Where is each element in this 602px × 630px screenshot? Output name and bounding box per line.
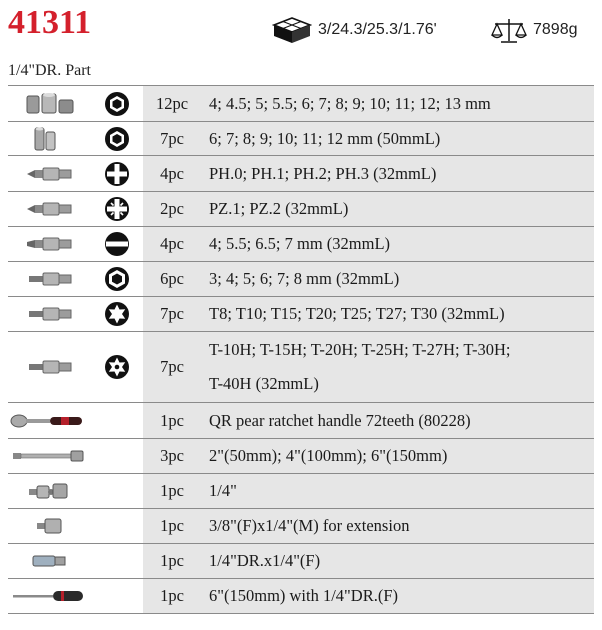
table-row <box>8 509 594 544</box>
box-icon <box>272 15 312 45</box>
desc-cell: 6"(150mm) with 1/4"DR.(F) <box>201 579 594 614</box>
section-subtitle: 1/4"DR. Part <box>8 62 91 79</box>
desc-cell <box>201 332 594 403</box>
table-row <box>8 227 594 262</box>
hex-socket-icon <box>21 91 77 117</box>
desc-cell: 3/8"(F)x1/4"(M) for extension <box>201 509 594 544</box>
desc-cell: 2"(50mm); 4"(100mm); 6"(150mm) <box>201 439 594 474</box>
spinner-handle-icon <box>9 586 89 606</box>
qty-cell: 3pc <box>143 439 201 474</box>
hex-bit-icon <box>21 269 77 289</box>
desc-cell: PZ.1; PZ.2 (32mmL) <box>201 192 594 227</box>
carton-spec: 3/24.3/25.3/1.76' <box>318 21 437 38</box>
deep-socket-icon <box>21 126 77 152</box>
qty-cell: 7pc <box>143 122 201 156</box>
torx-bit-icon <box>21 304 77 324</box>
qty-cell: 1pc <box>143 579 201 614</box>
desc-cell: 1/4"DR.x1/4"(F) <box>201 544 594 579</box>
desc-line: T-10H; T-15H; T-20H; T-25H; T-27H; T-30H; <box>209 340 511 359</box>
qty-cell: 1pc <box>143 403 201 439</box>
qty-cell: 7pc <box>143 297 201 332</box>
parts-table <box>8 85 594 614</box>
desc-cell: 4; 4.5; 5; 5.5; 6; 7; 8; 9; 10; 11; 12; 13 mm <box>201 86 594 122</box>
torx-tamper-bit-icon <box>21 357 77 377</box>
ratchet-handle-icon <box>9 411 89 431</box>
table-row <box>8 579 594 614</box>
qty-cell: 4pc <box>143 156 201 192</box>
desc-cell: 1/4" <box>201 474 594 509</box>
adaptor-icon <box>21 515 77 537</box>
universal-joint-icon <box>21 480 77 502</box>
scale-icon <box>491 16 527 46</box>
qty-cell: 4pc <box>143 227 201 262</box>
torx-icon <box>104 301 130 327</box>
desc-cell: QR pear ratchet handle 72teeth (80228) <box>201 403 594 439</box>
desc-line: T-40H (32mmL) <box>209 374 319 393</box>
phillips-icon <box>104 161 130 187</box>
qty-cell: 12pc <box>143 86 201 122</box>
slotted-icon <box>104 231 130 257</box>
desc-cell: 4; 5.5; 6.5; 7 mm (32mmL) <box>201 227 594 262</box>
table-row <box>8 156 594 192</box>
weight: 7898g <box>533 21 578 38</box>
desc-cell: T8; T10; T15; T20; T25; T27; T30 (32mmL) <box>201 297 594 332</box>
pozi-bit-icon <box>21 199 77 219</box>
table-row <box>8 474 594 509</box>
hexagon-socket-icon <box>104 91 130 117</box>
phillips-bit-icon <box>21 164 77 184</box>
table-row <box>8 262 594 297</box>
qty-cell: 1pc <box>143 474 201 509</box>
qty-cell: 6pc <box>143 262 201 297</box>
table-row <box>8 439 594 474</box>
torx-tamper-icon <box>104 354 130 380</box>
table-row <box>8 544 594 579</box>
table-row <box>8 122 594 156</box>
bit-adaptor-icon <box>21 550 77 572</box>
table-row <box>8 332 594 403</box>
pozidriv-icon <box>104 196 130 222</box>
table-row <box>8 297 594 332</box>
product-code: 41311 <box>8 4 92 41</box>
desc-cell: PH.0; PH.1; PH.2; PH.3 (32mmL) <box>201 156 594 192</box>
table-row <box>8 403 594 439</box>
hexagon-socket-icon <box>104 126 130 152</box>
qty-cell: 2pc <box>143 192 201 227</box>
table-row <box>8 192 594 227</box>
qty-cell: 1pc <box>143 509 201 544</box>
qty-cell: 1pc <box>143 544 201 579</box>
qty-cell: 7pc <box>143 332 201 403</box>
desc-cell: 6; 7; 8; 9; 10; 11; 12 mm (50mmL) <box>201 122 594 156</box>
hex-key-icon <box>104 266 130 292</box>
table-row <box>8 86 594 122</box>
slotted-bit-icon <box>21 234 77 254</box>
desc-cell: 3; 4; 5; 6; 7; 8 mm (32mmL) <box>201 262 594 297</box>
extension-bar-icon <box>9 446 89 466</box>
